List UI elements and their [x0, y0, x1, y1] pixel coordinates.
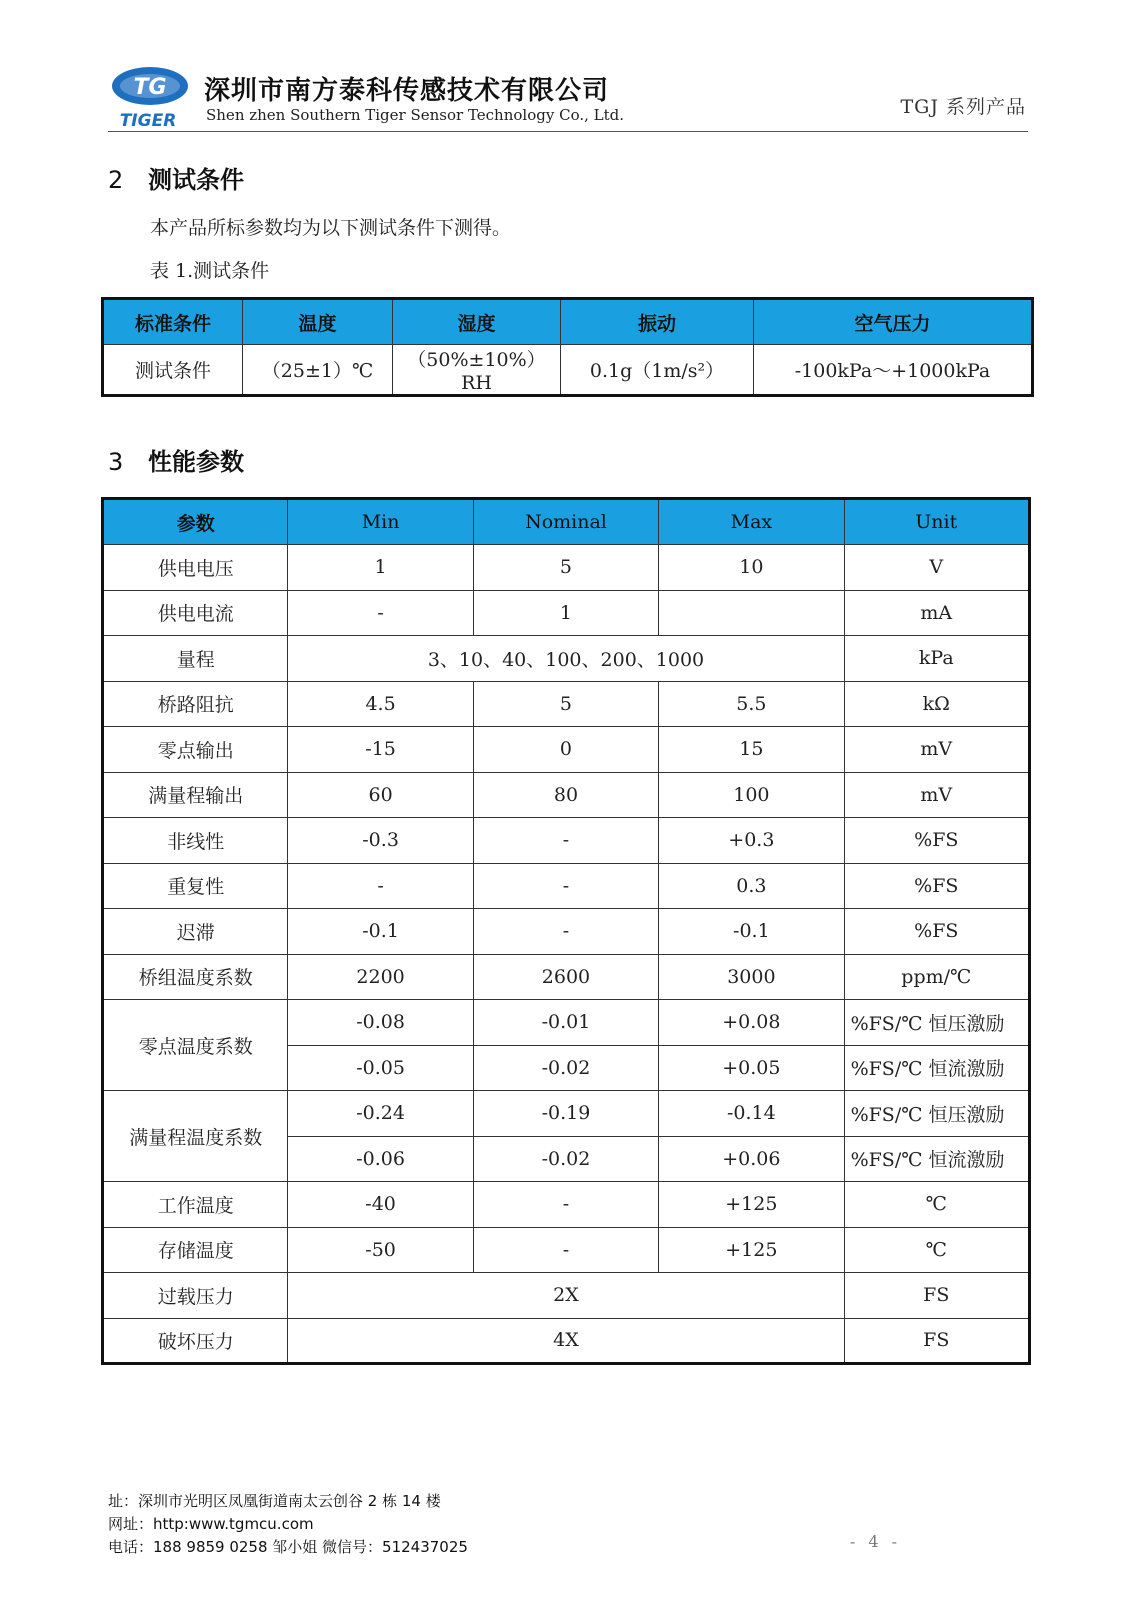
- table-cell: +0.06: [659, 1136, 844, 1182]
- table-cell: -: [473, 818, 658, 864]
- svg-text:TIGER: TIGER: [119, 111, 177, 130]
- header-cell: Nominal: [473, 499, 658, 545]
- table-cell: 1: [288, 545, 473, 591]
- table-cell: -0.02: [473, 1045, 658, 1091]
- table-cell: FS: [844, 1318, 1029, 1364]
- table-row: [103, 590, 1030, 636]
- table-cell: 过载压力: [103, 1273, 288, 1319]
- table-row: [103, 1182, 1030, 1228]
- table-row: [103, 772, 1030, 818]
- footer-website[interactable]: 网址：http:www.tgmcu.com: [108, 1515, 314, 1533]
- table-cell: 10: [659, 545, 844, 591]
- section-3-heading: 3 性能参数: [108, 448, 244, 476]
- header-cell: Max: [659, 499, 844, 545]
- table-cell: -0.01: [473, 1000, 658, 1046]
- table-row: [103, 1227, 1030, 1273]
- table-cell: 零点温度系数: [103, 1000, 288, 1091]
- header-cell: 参数: [103, 499, 288, 545]
- table-cell: ppm/℃: [844, 954, 1029, 1000]
- table-cell: -: [473, 863, 658, 909]
- table-cell: 2X: [288, 1273, 844, 1319]
- section-2-heading: 2 测试条件: [108, 166, 244, 194]
- table-row: [103, 545, 1030, 591]
- table-cell: （50%±10%）RH: [393, 345, 561, 396]
- table-cell: %FS: [844, 909, 1029, 955]
- table-cell: %FS/℃ 恒流激励: [844, 1136, 1029, 1182]
- table-cell: 100: [659, 772, 844, 818]
- table-cell: 桥路阻抗: [103, 681, 288, 727]
- table-row: [103, 1091, 1030, 1137]
- table-cell: 5: [473, 681, 658, 727]
- table-cell: -0.14: [659, 1091, 844, 1137]
- table-cell: （25±1）℃: [243, 345, 393, 396]
- table-cell: -100kPa～+1000kPa: [754, 345, 1033, 396]
- performance-table: [101, 497, 1031, 1365]
- table-cell: -40: [288, 1182, 473, 1228]
- table-row: [103, 818, 1030, 864]
- table-cell: -: [473, 1227, 658, 1273]
- table-cell: 存储温度: [103, 1227, 288, 1273]
- table-cell: -0.1: [659, 909, 844, 955]
- table-cell: V: [844, 545, 1029, 591]
- table-cell: -0.06: [288, 1136, 473, 1182]
- table-cell: -0.19: [473, 1091, 658, 1137]
- table-cell: -15: [288, 727, 473, 773]
- page-number: - 4 -: [849, 1532, 901, 1551]
- table-cell: -: [288, 863, 473, 909]
- header-cell: Unit: [844, 499, 1029, 545]
- page-footer: [108, 1490, 468, 1559]
- company-name-cn: 深圳市南方泰科传感技术有限公司: [204, 76, 610, 106]
- table-row: [103, 1000, 1030, 1046]
- table-cell: mA: [844, 590, 1029, 636]
- table-cell: 破坏压力: [103, 1318, 288, 1364]
- table-cell: 15: [659, 727, 844, 773]
- table-row: [103, 909, 1030, 955]
- table-cell: 重复性: [103, 863, 288, 909]
- table-cell: 0.3: [659, 863, 844, 909]
- table-cell: FS: [844, 1273, 1029, 1319]
- table-cell: %FS: [844, 863, 1029, 909]
- product-series: TGJ 系列产品: [900, 96, 1026, 118]
- table-cell: %FS: [844, 818, 1029, 864]
- page-header: [108, 62, 1028, 132]
- table-cell: -0.08: [288, 1000, 473, 1046]
- company-name-en: Shen zhen Southern Tiger Sensor Technology Co., Ltd.: [206, 106, 624, 124]
- table-cell: -0.02: [473, 1136, 658, 1182]
- table-cell: 量程: [103, 636, 288, 682]
- table-row: [103, 1318, 1030, 1364]
- table-cell: 5: [473, 545, 658, 591]
- table-cell: 2600: [473, 954, 658, 1000]
- table-cell: %FS/℃ 恒压激励: [844, 1000, 1029, 1046]
- header-cell: 标准条件: [103, 299, 243, 345]
- table-cell: %FS/℃ 恒流激励: [844, 1045, 1029, 1091]
- table-cell: kPa: [844, 636, 1029, 682]
- table-cell: [659, 590, 844, 636]
- table-1-caption: 表 1.测试条件: [150, 260, 270, 282]
- table-cell: 80: [473, 772, 658, 818]
- table-cell: +125: [659, 1227, 844, 1273]
- table-cell: -0.05: [288, 1045, 473, 1091]
- header-cell: 振动: [561, 299, 754, 345]
- table-cell: 0: [473, 727, 658, 773]
- table-cell: -50: [288, 1227, 473, 1273]
- table-cell: 3、10、40、100、200、1000: [288, 636, 844, 682]
- table-cell: +0.3: [659, 818, 844, 864]
- table-cell: 迟滞: [103, 909, 288, 955]
- table-cell: +125: [659, 1182, 844, 1228]
- table-cell: 5.5: [659, 681, 844, 727]
- table-cell: -: [473, 909, 658, 955]
- table-cell: 供电电压: [103, 545, 288, 591]
- table-cell: -: [288, 590, 473, 636]
- table-header-row: [103, 499, 1030, 545]
- footer-phone: 电话：188 9859 0258 邹小姐 微信号：512437025: [108, 1538, 468, 1556]
- table-cell: +0.05: [659, 1045, 844, 1091]
- table-row: [103, 681, 1030, 727]
- table-cell: ℃: [844, 1227, 1029, 1273]
- table-row: [103, 636, 1030, 682]
- table-row: [103, 863, 1030, 909]
- table-cell: 4.5: [288, 681, 473, 727]
- table-cell: 供电电流: [103, 590, 288, 636]
- table-cell: 2200: [288, 954, 473, 1000]
- table-cell: 测试条件: [103, 345, 243, 396]
- svg-text:TG: TG: [133, 75, 167, 100]
- table-cell: 非线性: [103, 818, 288, 864]
- table-cell: -0.3: [288, 818, 473, 864]
- section-2-intro: 本产品所标参数均为以下测试条件下测得。: [150, 217, 512, 239]
- table-cell: %FS/℃ 恒压激励: [844, 1091, 1029, 1137]
- table-row: [103, 1273, 1030, 1319]
- table-cell: 桥组温度系数: [103, 954, 288, 1000]
- header-cell: 温度: [243, 299, 393, 345]
- table-row: [103, 345, 1033, 396]
- header-cell: 空气压力: [754, 299, 1033, 345]
- table-cell: +0.08: [659, 1000, 844, 1046]
- table-cell: 1: [473, 590, 658, 636]
- table-cell: kΩ: [844, 681, 1029, 727]
- table-cell: -0.1: [288, 909, 473, 955]
- table-cell: 60: [288, 772, 473, 818]
- table-cell: mV: [844, 727, 1029, 773]
- footer-address: 址：深圳市光明区凤凰街道南太云创谷 2 栋 14 楼: [108, 1492, 441, 1510]
- table-row: [103, 727, 1030, 773]
- test-conditions-table: [101, 297, 1034, 397]
- table-cell: -0.24: [288, 1091, 473, 1137]
- table-cell: 4X: [288, 1318, 844, 1364]
- table-cell: ℃: [844, 1182, 1029, 1228]
- table-cell: 工作温度: [103, 1182, 288, 1228]
- table-cell: 满量程输出: [103, 772, 288, 818]
- header-cell: Min: [288, 499, 473, 545]
- tiger-logo-icon: [108, 64, 194, 130]
- table-row: [103, 954, 1030, 1000]
- header-cell: 湿度: [393, 299, 561, 345]
- table-cell: mV: [844, 772, 1029, 818]
- table-header-row: [103, 299, 1033, 345]
- table-cell: 3000: [659, 954, 844, 1000]
- table-cell: 零点输出: [103, 727, 288, 773]
- table-cell: -: [473, 1182, 658, 1228]
- table-cell: 0.1g（1m/s²）: [561, 345, 754, 396]
- table-cell: 满量程温度系数: [103, 1091, 288, 1182]
